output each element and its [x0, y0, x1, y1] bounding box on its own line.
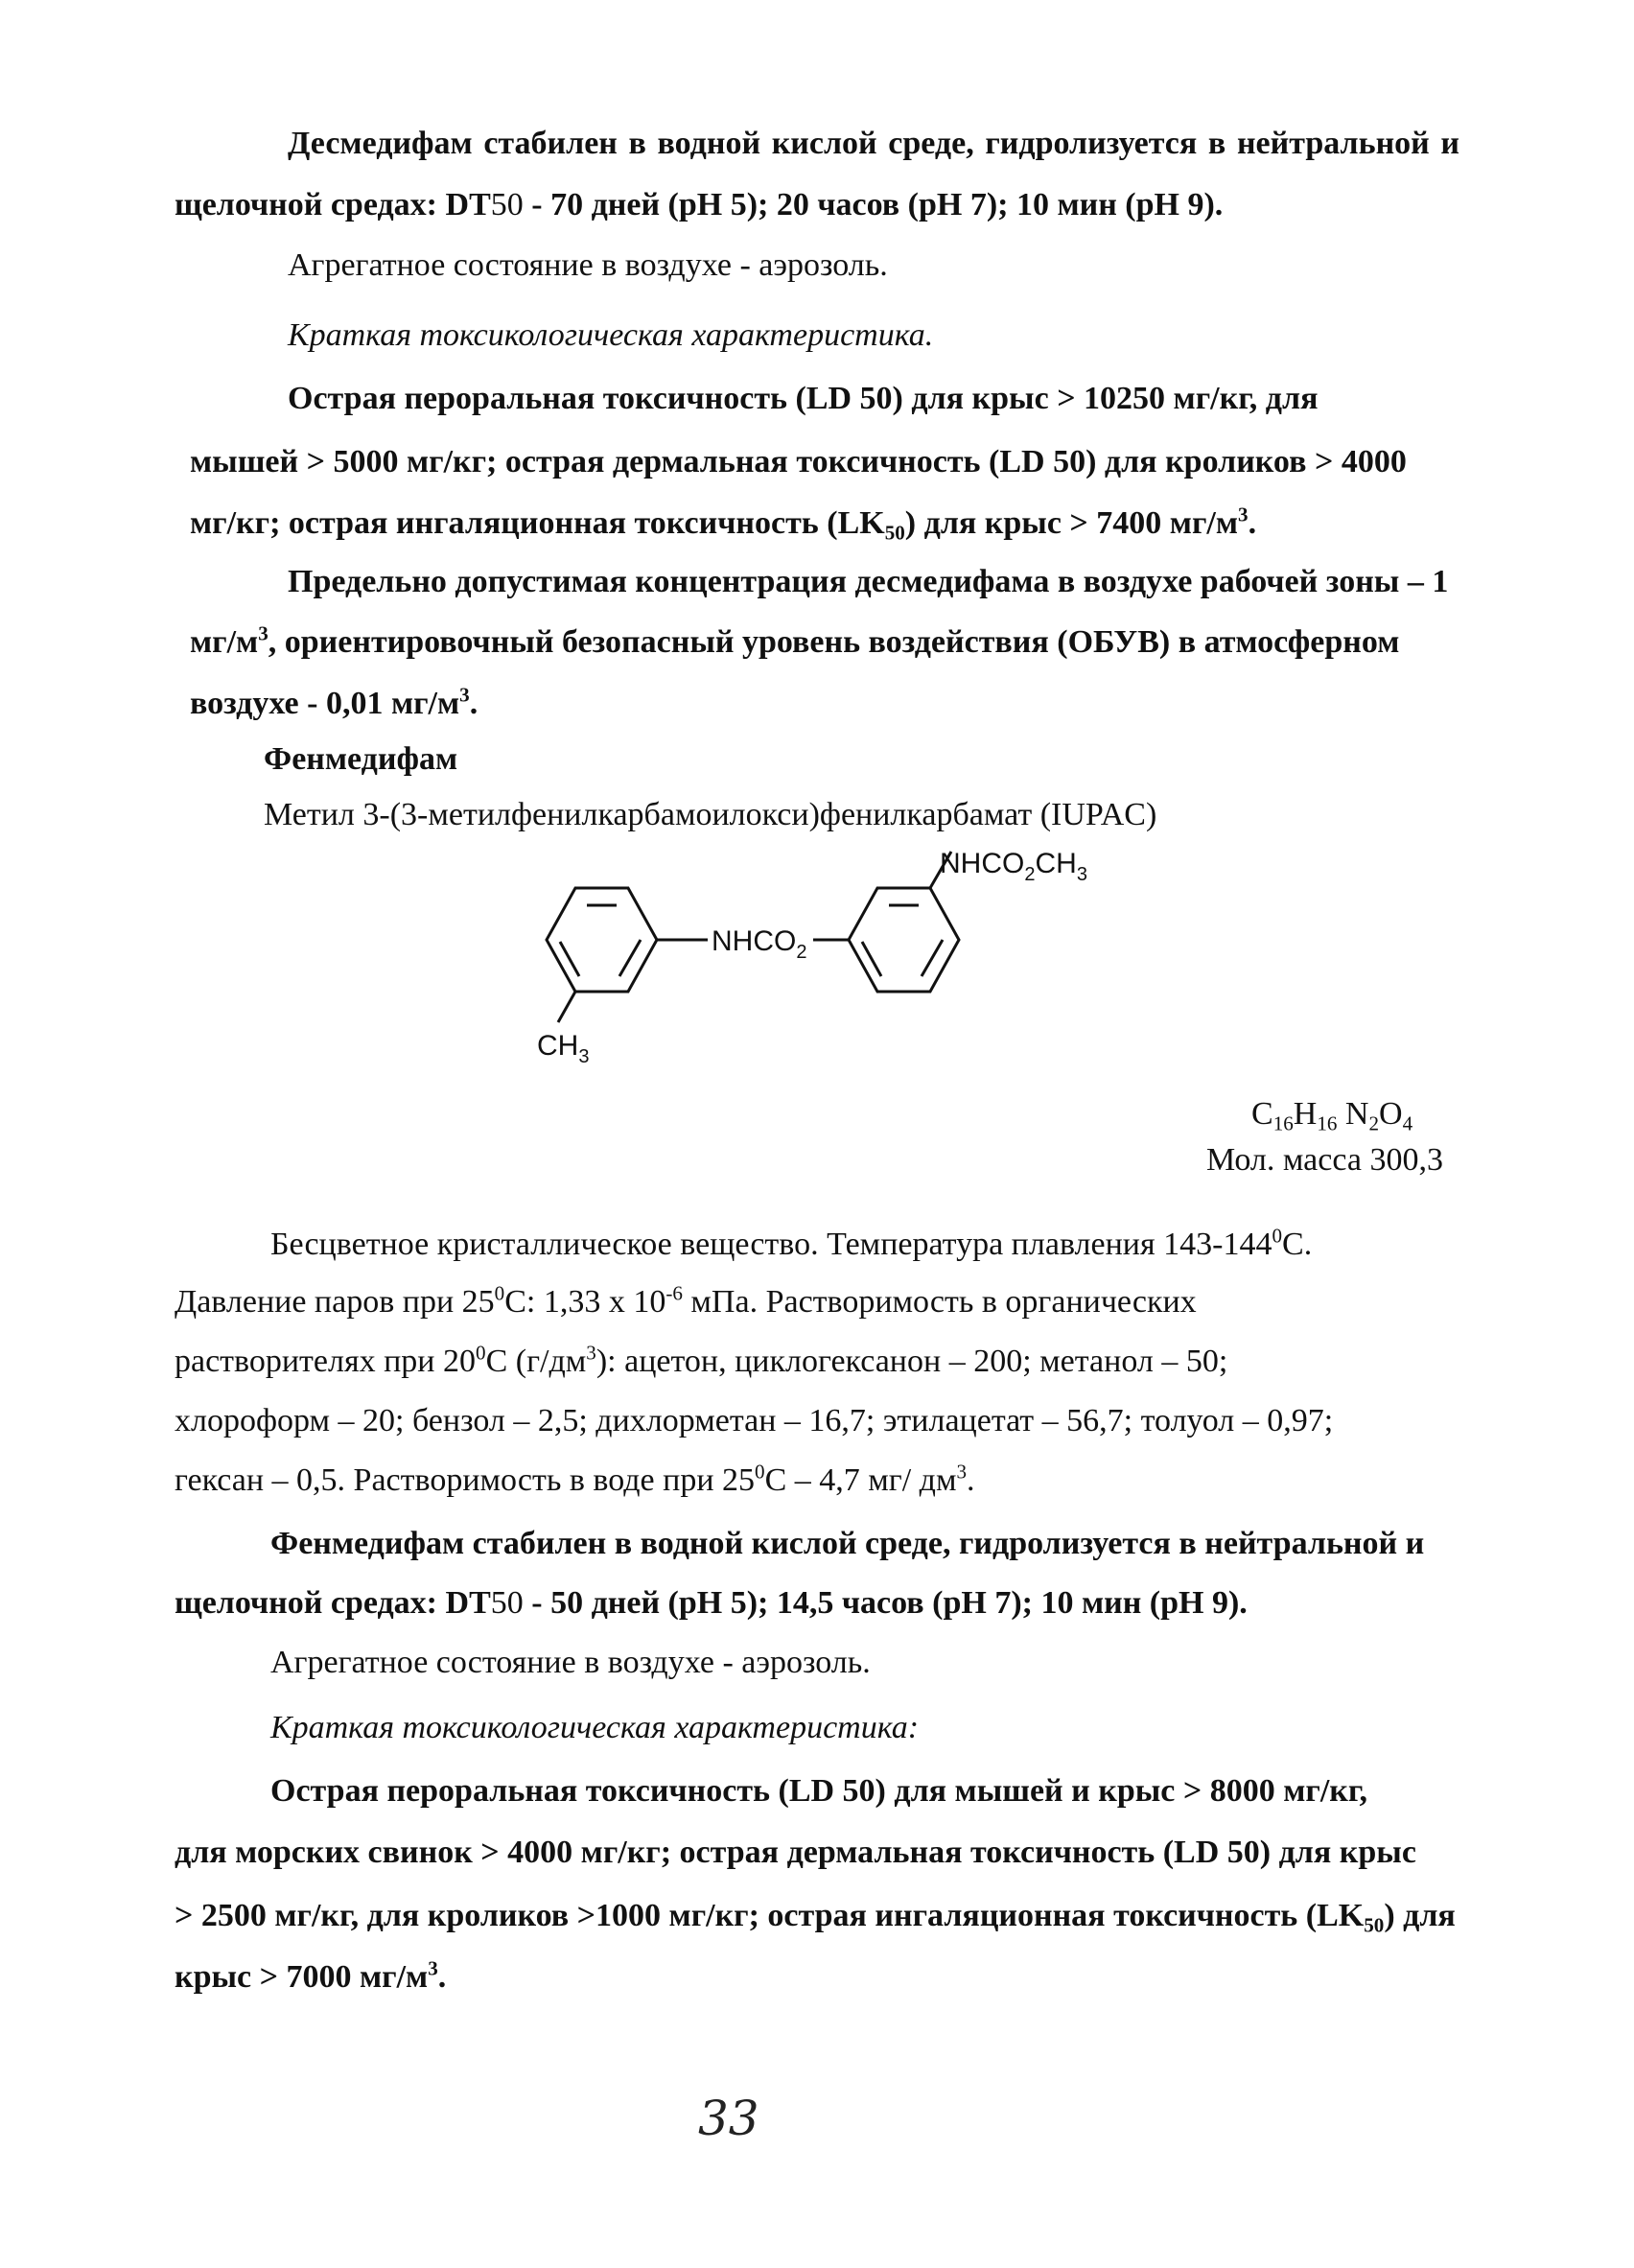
- text: .: [967, 1462, 975, 1498]
- text: C.: [1282, 1227, 1313, 1262]
- text: ) для крыс > 7400 мг/м: [904, 505, 1239, 541]
- methyl-label: [537, 1030, 589, 1067]
- top-group-label: [940, 848, 1087, 885]
- text: мышей > 5000 мг/кг; острая дермальная токсичность (LD 50) для кроликов > 4000: [190, 444, 1407, 479]
- phenmedipham-stability-line-2: [175, 1582, 1248, 1625]
- desmedipham-tox-line-3: [190, 503, 1256, 545]
- text: ) для: [1384, 1898, 1456, 1933]
- phenmedipham-tox-line-3: [175, 1895, 1456, 1937]
- text: - 50 дней (pH 5); 14,5 часов (pH 7); 10 мин (pH 9).: [523, 1585, 1248, 1621]
- text: C: [1251, 1096, 1273, 1132]
- text: 3: [578, 1046, 590, 1067]
- text: гексан – 0,5. Растворимость в воде при 25: [175, 1462, 756, 1498]
- text: Метил 3-(3-метилфенилкарбамоилокси)фенилкарбамат (IUPAC): [264, 797, 1157, 832]
- text: 3: [1238, 503, 1249, 526]
- phenmedipham-iupac: [264, 794, 1156, 836]
- text: C: 1,33 х 10: [504, 1284, 666, 1320]
- desmedipham-mac-line-2: [190, 621, 1399, 664]
- text: NHCO: [940, 848, 1025, 879]
- link-group-label: [712, 925, 806, 963]
- text: для морских свинок > 4000 мг/кг; острая дермальная токсичность (LD 50) для крыс: [175, 1835, 1416, 1870]
- text: N: [1337, 1096, 1369, 1132]
- phenmedipham-tox-line-4: [175, 1956, 446, 1999]
- text: 0: [1272, 1224, 1283, 1248]
- text: Агрегатное состояние в воздухе - аэрозоль.: [270, 1645, 871, 1680]
- text: 3: [586, 1341, 596, 1365]
- text: Краткая токсикологическая характеристика:: [270, 1710, 920, 1745]
- text: ): ацетон, циклогексанон – 200; метанол – 50;: [595, 1344, 1228, 1379]
- text: 33: [698, 2091, 759, 2146]
- text: растворителях при 20: [175, 1344, 477, 1379]
- phenmedipham-stability-line-1: [270, 1523, 1424, 1565]
- text: O: [1379, 1096, 1403, 1132]
- text: CH: [1035, 848, 1077, 879]
- text: Острая пероральная токсичность (LD 50) для крыс > 10250 мг/кг, для: [288, 381, 1319, 416]
- phenmedipham-tox-line-1: [270, 1770, 1367, 1812]
- props-line-1: [270, 1224, 1312, 1266]
- props-line-5: [175, 1460, 975, 1502]
- text: CH: [537, 1030, 579, 1062]
- text: хлороформ – 20; бензол – 2,5; дихлорметан – 16,7; этилацетат – 56,7; толуол – 0,97;: [175, 1403, 1334, 1438]
- text: воздухе - 0,01 мг/м: [190, 686, 460, 721]
- text: > 2500 мг/кг, для кроликов >1000 мг/кг; острая ингаляционная токсичность (LK: [175, 1898, 1365, 1933]
- text: , ориентировочный безопасный уровень воздействия (ОБУВ) в атмосферном: [268, 624, 1400, 660]
- text: H: [1293, 1096, 1318, 1132]
- text: - 70 дней (pH 5); 20 часов (pH 7); 10 мин (pH 9).: [523, 187, 1224, 222]
- phenmedipham-aggregate-state: [270, 1642, 871, 1684]
- text: Предельно допустимая концентрация десмедифама в воздухе рабочей зоны – 1: [288, 564, 1449, 599]
- text: 3: [459, 683, 470, 707]
- props-line-3: [175, 1341, 1227, 1383]
- phenmedipham-title: [264, 738, 457, 781]
- text: Краткая токсикологическая характеристика.: [288, 317, 934, 353]
- text: Давление паров при 25: [175, 1284, 495, 1320]
- text: Фенмедифам: [264, 741, 458, 777]
- text: 16: [1272, 1111, 1294, 1135]
- text: 2: [1368, 1111, 1380, 1135]
- text: Бесцветное кристаллическое вещество. Температура плавления 143-144: [270, 1227, 1272, 1262]
- desmedipham-tox-line-2: [190, 441, 1407, 483]
- text: щелочной средах: DT: [175, 1585, 491, 1621]
- text: C – 4,7 мг/ дм: [764, 1462, 957, 1498]
- phenmedipham-tox-line-2: [175, 1832, 1416, 1874]
- text: 3: [956, 1460, 968, 1484]
- text: щелочной средах: DT: [175, 187, 491, 222]
- text: C (г/дм: [485, 1344, 587, 1379]
- text: 50: [1364, 1913, 1385, 1937]
- text: Фенмедифам стабилен в водной кислой среде, гидролизуется в нейтральной и: [270, 1526, 1425, 1561]
- phenmedipham-tox-heading: [270, 1707, 919, 1749]
- text: 3: [1076, 864, 1087, 885]
- desmedipham-mac-line-1: [288, 561, 1448, 603]
- props-line-2: [175, 1281, 1197, 1323]
- text: -6: [665, 1281, 683, 1305]
- text: 50: [490, 1585, 524, 1621]
- text: 0: [755, 1460, 765, 1484]
- page-number: [698, 2091, 759, 2146]
- text: NHCO: [712, 925, 797, 957]
- text: 3: [258, 621, 268, 645]
- text: .: [1248, 505, 1257, 541]
- text: Агрегатное состояние в воздухе - аэрозоль.: [288, 247, 888, 283]
- text: 2: [1024, 864, 1036, 885]
- text: Острая пероральная токсичность (LD 50) для мышей и крыс > 8000 мг/кг,: [270, 1773, 1367, 1809]
- text: .: [437, 1959, 447, 1995]
- desmedipham-mac-line-3: [190, 683, 478, 725]
- text: 4: [1402, 1111, 1413, 1135]
- desmedipham-stability-line-2: [175, 184, 1223, 226]
- text: крыс > 7000 мг/м: [175, 1959, 429, 1995]
- text: мг/м: [190, 624, 259, 660]
- text: 50: [884, 521, 905, 545]
- text: 0: [494, 1281, 505, 1305]
- phenmedipham-structure-diagram: [518, 844, 1151, 1084]
- text: 50: [490, 187, 524, 222]
- desmedipham-stability-line-1: [288, 123, 1459, 165]
- desmedipham-tox-heading: [288, 315, 933, 357]
- desmedipham-aggregate-state: [288, 245, 888, 287]
- molecular-formula: [1251, 1093, 1412, 1135]
- text: .: [469, 686, 479, 721]
- text: 3: [428, 1956, 438, 1980]
- text: 0: [476, 1341, 486, 1365]
- molar-mass: [1206, 1139, 1443, 1181]
- props-line-4: [175, 1400, 1333, 1442]
- text: 2: [796, 942, 807, 963]
- text: Десмедифам стабилен в водной кислой среде, гидролизуется в нейтральной и: [288, 126, 1459, 161]
- text: 16: [1317, 1111, 1338, 1135]
- methyl-bond: [558, 992, 575, 1022]
- text: мг/кг; острая ингаляционная токсичность (LK: [190, 505, 885, 541]
- text: мПа. Растворимость в органических: [682, 1284, 1197, 1320]
- text: Мол. масса 300,3: [1206, 1142, 1443, 1178]
- desmedipham-tox-line-1: [288, 378, 1318, 420]
